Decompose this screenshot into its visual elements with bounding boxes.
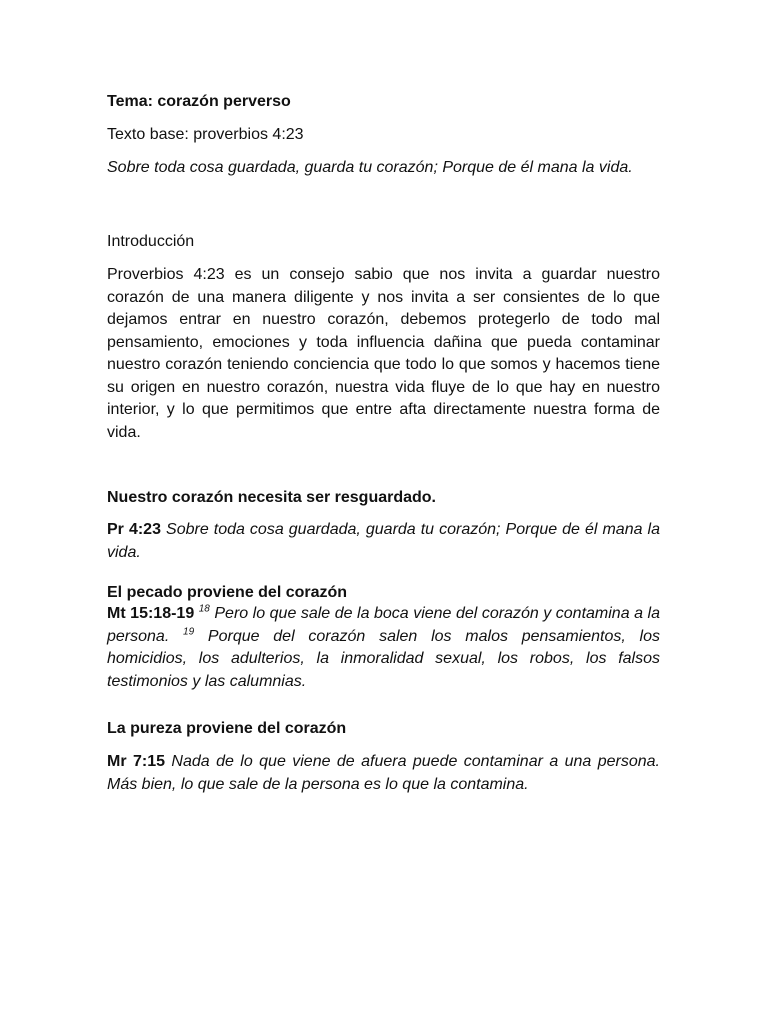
section-verse-mt — [107, 603, 660, 693]
verse-number: 18 — [198, 603, 210, 615]
base-quote: Sobre toda cosa guardada, guarda tu corazón; Porque de él mana la vida. — [107, 159, 633, 176]
section-heading-pecado: El pecado proviene del corazón — [107, 584, 348, 601]
verse-text: Pero lo que sale de la boca viene del corazón y contamina a la persona. — [107, 605, 660, 645]
verse-text: Sobre toda cosa guardada, guarda tu corazón; Porque de él mana la vida. — [107, 521, 660, 561]
verse-reference: Pr 4:23 — [107, 521, 161, 538]
intro-paragraph: Proverbios 4:23 es un consejo sabio que nos invita a guardar nuestro corazón de una manera diligente y nos invita a ser consientes de lo que dejamos entrar en nuestro corazón, debemos protegerlo de todo mal pensamiento, emociones y toda influencia dañina que pueda contaminar nuestro corazón teniendo conciencia que todo lo que somos y hacemos tiene su origen en nuestro corazón, nuestra vida fluye de lo que hay en nuestro interior, y lo que permitimos que entre afta directamente nuestra forma de vida. — [107, 266, 660, 441]
section-verse-mr — [107, 751, 660, 796]
verse-text: Porque del corazón salen los malos pensamientos, los homicidios, los adulterios, la inmoralidad sexual, los robos, los falsos testimonios y las calumnias. — [107, 627, 660, 690]
verse-reference: Mr 7:15 — [107, 753, 165, 770]
verse-number: 19 — [183, 626, 195, 638]
base-text-label: Texto base: proverbios 4:23 — [107, 126, 304, 143]
verse-reference: Mt 15:18-19 — [107, 605, 195, 622]
section-heading-pureza: La pureza proviene del corazón — [107, 720, 347, 737]
section-verse-pr — [107, 519, 660, 564]
intro-heading: Introducción — [107, 233, 195, 250]
document-title: Tema: corazón perverso — [107, 93, 291, 110]
verse-text: Nada de lo que viene de afuera puede contaminar a una persona. Más bien, lo que sale de la persona es lo que la contamina. — [107, 753, 661, 793]
section-heading-resguardado: Nuestro corazón necesita ser resguardado. — [107, 489, 436, 506]
